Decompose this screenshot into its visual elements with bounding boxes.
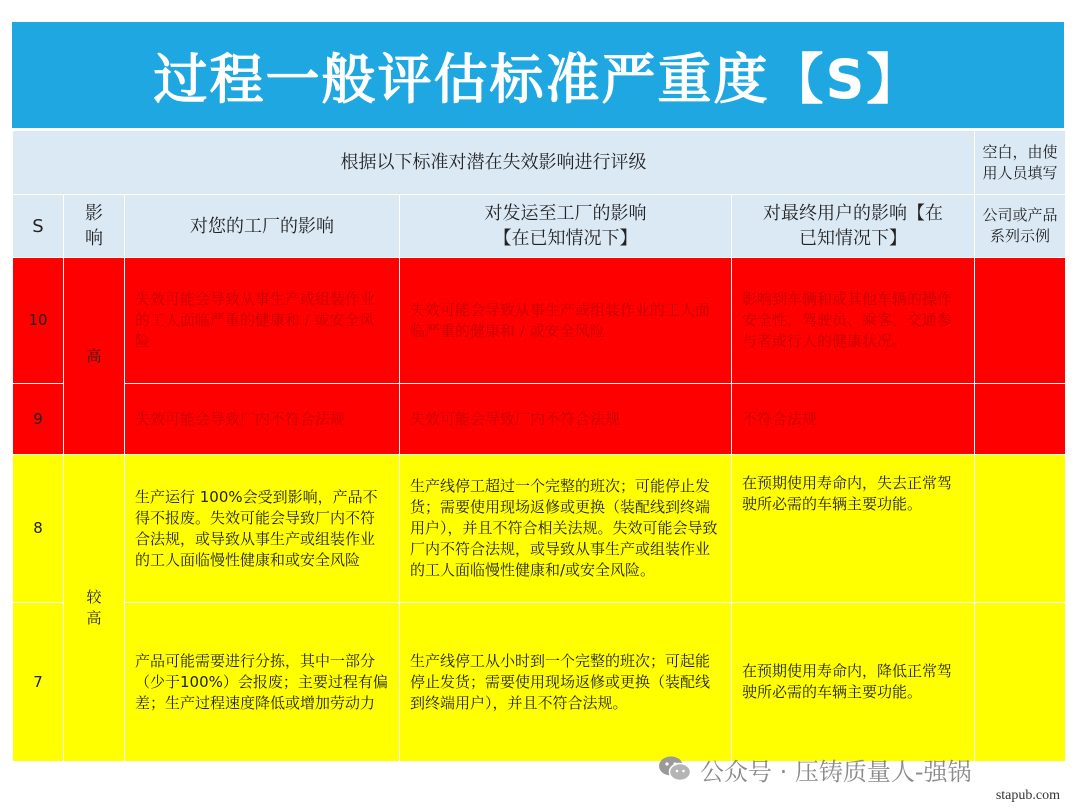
table-row: [13, 258, 1066, 384]
col-header-impact: 影响: [64, 195, 125, 258]
enduser-impact: 在预期使用寿命内，失去正常驾驶所必需的车辆主要功能。: [732, 455, 975, 603]
example-cell: [975, 603, 1066, 762]
ship-impact: 生产线停工从小时到一个完整的班次；可起能停止发货；需要使用现场返修或更换（装配线到终端用户），并且不符合法规。: [400, 603, 732, 762]
severity-table: [12, 130, 1066, 762]
header-row-1: [13, 131, 1066, 195]
plant-impact: 失效可能会导致厂内不符合法规: [125, 384, 400, 455]
ship-impact: 失效可能会导致从事生产或组装作业的工人面临严重的健康和 / 或安全风险: [400, 258, 732, 384]
ship-impact: 生产线停工超过一个完整的班次；可能停止发货；需要使用现场返修或更换（装配线到终端用户），并且不符合相关法规。失效可能会导致厂内不符合法规，或导致从事生产或组装作业的工人面临慢性健康和/或安全风险。: [400, 455, 732, 603]
col-header-ship: 对发运至工厂的影响 【在已知情况下】: [400, 195, 732, 258]
page-title: 过程一般评估标准严重度【S】: [153, 47, 923, 111]
col-header-example: 公司或产品系列示例: [975, 195, 1066, 258]
example-cell: [975, 455, 1066, 603]
plant-impact: 产品可能需要进行分拣，其中一部分（少于100%）会报废；主要过程有偏差；生产过程速度降低或增加劳动力: [125, 603, 400, 762]
impact-high: 高: [64, 258, 125, 455]
table-row: [13, 384, 1066, 455]
severity-value: 9: [13, 384, 64, 455]
plant-impact: 生产运行 100%会受到影响，产品不得不报废。失效可能会导致厂内不符合法规，或导致从事生产或组装作业的工人面临慢性健康和或安全风险: [125, 455, 400, 603]
col-header-s: S: [13, 195, 64, 258]
col-header-enduser: 对最终用户的影响【在 已知情况下】: [732, 195, 975, 258]
impact-higher: 较高: [64, 455, 125, 762]
rating-instruction: 根据以下标准对潜在失效影响进行评级: [13, 131, 975, 195]
title-banner: [12, 22, 1064, 128]
enduser-impact: 不符合法规: [732, 384, 975, 455]
enduser-impact: 影响到车辆和或其他车辆的操作安全性，驾驶员、乘客、交通参与者或行人的健康状况。: [732, 258, 975, 384]
enduser-impact: 在预期使用寿命内，降低正常驾驶所必需的车辆主要功能。: [732, 603, 975, 762]
severity-value: 10: [13, 258, 64, 384]
wechat-icon: [658, 755, 692, 783]
table-row: [13, 455, 1066, 603]
plant-impact: 失效可能会导致从事生产或组装作业的工人面临严重的健康和 / 或安全风险: [125, 258, 400, 384]
example-cell: [975, 384, 1066, 455]
watermark-text: 公众号 · 压铸质量人-强锅: [700, 757, 972, 786]
header-row-2: [13, 195, 1066, 258]
table-row: [13, 603, 1066, 762]
ship-impact: 失效可能会导致厂内不符合法规: [400, 384, 732, 455]
site-url: stapub.com: [995, 788, 1060, 803]
blank-note: 空白，由使用人员填写: [975, 131, 1066, 195]
severity-value: 8: [13, 455, 64, 603]
severity-value: 7: [13, 603, 64, 762]
watermark: [658, 752, 972, 786]
col-header-plant: 对您的工厂的影响: [125, 195, 400, 258]
example-cell: [975, 258, 1066, 384]
